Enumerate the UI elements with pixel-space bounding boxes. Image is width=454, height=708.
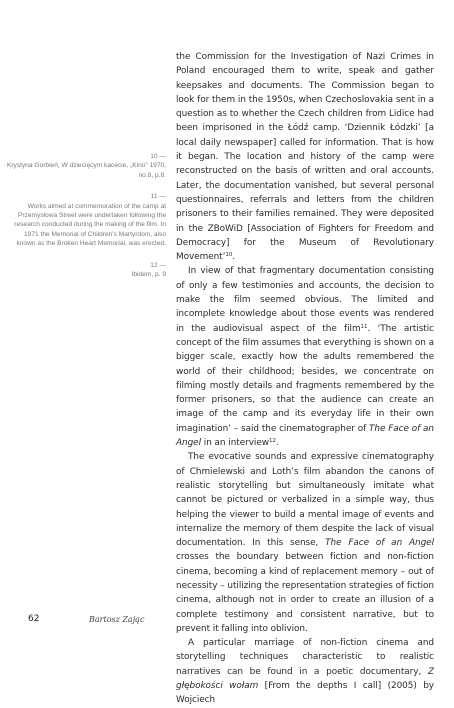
page-number: 62 [28,614,40,624]
footnote-text: Works aimed at commemoration of the camp at Przemysłowa Street were undertaken following the research conducted during the making of the film. In 1971 the Memorial of Children's Martyrdom, also known as the Broken Heart Memorial, was erected. [14,202,166,248]
punctuation: . [275,438,279,449]
running-author: Bartosz Zając [89,615,145,624]
footnotes-column [6,152,166,291]
page-footer [0,614,454,630]
footnote-10 [6,152,166,180]
footnote-number: 10 — [150,153,166,160]
footnote-text: Krystyna Gorbień, W dziecięcym kacecie, „Kino” 1970, no.8, p.8. [6,162,166,179]
footnote-ref-12[interactable]: 12 [268,438,276,445]
paragraph-2 [176,264,434,450]
paragraph-text: In view of that fragmentary documentation consisting of only a few testimonies and accounts, the decision to make the film seemed obvious. The limited and incomplete knowledge about those events was rendered in the audiovisual aspect of the film [176,266,434,334]
film-title: Z głębokości wołam [176,666,434,692]
body-text-column [176,50,434,708]
paragraph-4 [176,636,434,707]
footnote-number: 12 — [150,261,166,269]
paragraph-text: crosses the boundary between fiction and non-fiction cinema, becoming a kind of replacement memory – out of necessity – utilizing the representation strategies of fiction cinema, although not in order to create an illusion of a complete testimony and consistent narrative, but to prevent it falling into oblivion. [176,552,434,634]
footnote-text: Ibidem, p. 9 [131,271,166,279]
footnote-number: 11 — [150,193,166,201]
paragraph-text: . ‘The artistic concept of the film assumes that everything is shown on a bigger scale, exactly how the adults remembered the world of their childhood; besides, we concentrate on filming mostly details and fragments remembered by the former prisoners, so that the audience can create an image of the camp and its everyday life in their own imagination’ – said the cinematographer of [176,323,434,434]
footnote-11 [6,192,166,248]
paragraph-text: [From the depths I call] (2005) by Wojciech [176,681,434,706]
paragraph-3 [176,450,434,636]
paragraph-text: The evocative sounds and expressive cinematography of Chmielewski and Loth’s film abandon the canons of realistic storytelling but simultaneously imitate what cannot be pictured or verbalized in a simple way, thus helping the viewer to build a mental image of events and internalize the memory of them despite the lack of visual documentation. In this sense, [176,452,434,549]
paragraph-text: in an interview [201,438,269,449]
paragraph-text: A particular marriage of non-fiction cinema and storytelling techniques characteristic to realistic narratives can be found in a poetic documentary, [176,638,434,677]
punctuation: . [232,252,236,263]
footnote-12 [6,261,166,280]
paragraph-text: the Commission for the Investigation of Nazi Crimes in Poland encouraged them to write, speak and gather keepsakes and documents. The Commission began to look for them in the 1950s, when Czechoslovakia sent in a question as to whether the Czech children from Lidice had been imprisoned in the Łódź camp. ‘Dziennik Łódzki’ [a local daily newspaper] called for information. That is how it began. The location and history of the camp were reconstructed on the basis of written and oral accounts. Later, the documentation vanished, but several personal questionnaires, referrals and letters from the children prisoners to their families remained. They were deposited in the ZBoWiD [Association of Fighters for Freedom and Democracy] for the Museum of Revolutionary Movement’ [176,52,434,263]
film-title: The Face of an Angel [325,538,434,549]
footnote-ref-10[interactable]: 10 [225,252,233,259]
footnote-ref-11[interactable]: 11 [360,323,368,330]
paragraph-1 [176,50,434,264]
film-title: The Face of an Angel [176,423,434,449]
